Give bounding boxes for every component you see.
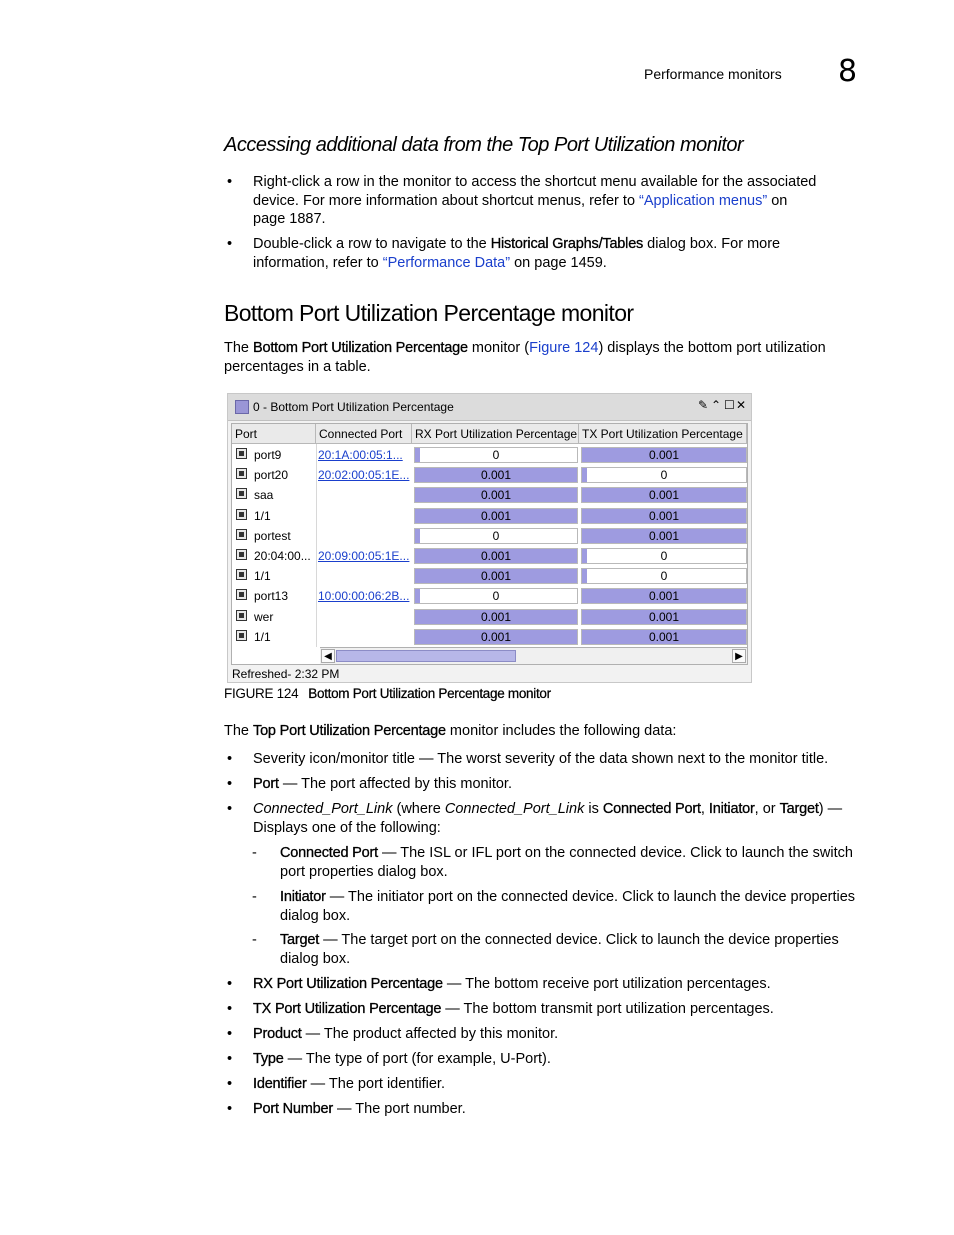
connected-port-cell[interactable] — [318, 627, 412, 647]
rx-utilization-bar — [414, 508, 578, 524]
port-cell — [232, 627, 316, 647]
paragraph-text: monitor includes the following data: — [445, 723, 677, 739]
close-icon[interactable]: ✕ — [736, 398, 747, 412]
port-name: 1/1 — [254, 508, 271, 523]
tx-utilization-bar — [581, 609, 747, 625]
table-row[interactable] — [232, 607, 747, 627]
table-row[interactable] — [232, 465, 747, 485]
running-header-title: Performance monitors — [644, 66, 782, 82]
table-row[interactable] — [232, 526, 747, 546]
tx-value: 0.001 — [648, 609, 680, 624]
item-text: dialog box. — [280, 907, 351, 924]
tx-utilization-bar — [581, 487, 747, 503]
ui-term: Target — [280, 932, 320, 948]
port-name: port20 — [254, 468, 289, 483]
connected-port-cell[interactable] — [318, 445, 412, 465]
paragraph-line: Right-click a row in the monitor to access the shortcut menu available for the associated — [253, 174, 817, 190]
tx-utilization-bar — [581, 629, 747, 645]
dash-marker: - — [252, 932, 257, 948]
dash-marker: - — [252, 889, 257, 905]
paragraph-text: The — [224, 340, 254, 356]
bullet-icon: • — [227, 976, 233, 992]
port-name: 1/1 — [254, 629, 271, 644]
bullet-icon: • — [227, 1001, 233, 1017]
paragraph-text: on — [767, 192, 788, 209]
port-cell — [232, 586, 316, 606]
scroll-thumb[interactable] — [336, 650, 516, 662]
port-icon — [236, 549, 247, 560]
tx-value: 0.001 — [648, 508, 680, 523]
bullet-icon: • — [227, 801, 233, 817]
item-text: Severity icon/monitor title — The worst severity of the data shown next to the monitor title. — [253, 751, 829, 767]
table-row[interactable] — [232, 627, 747, 647]
ui-term: Initiator — [708, 801, 755, 817]
figure-title: Bottom Port Utilization Percentage monitor — [308, 686, 551, 701]
ui-term: Type — [253, 1051, 284, 1067]
ui-term: Port — [253, 776, 279, 792]
column-header-connected-port[interactable]: Connected Port — [316, 424, 412, 444]
port-name: 1/1 — [254, 569, 271, 584]
rx-utilization-bar — [414, 629, 578, 645]
item-text: — The port number. — [333, 1101, 466, 1117]
tx-utilization-bar — [581, 467, 747, 483]
ui-term: Initiator — [280, 889, 326, 905]
ui-term: Connected Port — [602, 801, 701, 817]
section-heading-bottom-port: Bottom Port Utilization Percentage monitor — [224, 300, 634, 326]
item-text: — The target port on the connected device. Click to launch the device properties — [319, 932, 839, 948]
ui-term: Bottom Port Utilization Percentage — [253, 340, 468, 356]
bullet-icon: • — [227, 776, 233, 792]
column-header-tx[interactable]: TX Port Utilization Percentage — [579, 424, 747, 444]
connected-port-cell[interactable] — [318, 506, 412, 526]
term-italic: Connected_Port_Link — [253, 801, 393, 817]
rx-value: 0.001 — [480, 468, 512, 483]
port-name: port9 — [254, 448, 282, 462]
paragraph-line: page 1887. — [253, 211, 326, 227]
tx-value: 0.001 — [648, 448, 680, 462]
item-text: — The product affected by this monitor. — [301, 1026, 559, 1042]
port-icon — [236, 509, 247, 520]
rx-value: 0 — [492, 448, 500, 462]
monitor-widget — [227, 393, 752, 683]
rx-utilization-bar — [414, 487, 578, 503]
tx-value: 0 — [660, 569, 668, 584]
tx-utilization-bar — [581, 528, 747, 544]
port-cell — [232, 445, 316, 465]
port-icon — [236, 468, 247, 479]
rx-value: 0.001 — [480, 569, 512, 584]
port-name: 20:04:00... — [254, 549, 311, 563]
ui-term: Port Number — [253, 1101, 333, 1117]
monitor-title: 0 - Bottom Port Utilization Percentage — [253, 400, 454, 414]
paragraph-text: device. For more information about shortcut menus, refer to — [253, 192, 640, 209]
connected-port-link[interactable]: 20:09:00:05:1E... — [318, 549, 410, 563]
rx-value: 0.001 — [480, 488, 512, 503]
port-cell — [232, 485, 316, 505]
connected-port-link[interactable]: 10:00:00:06:2B... — [318, 589, 410, 604]
rx-value: 0.001 — [480, 549, 512, 563]
ui-term: TX Port Utilization Percentage — [253, 1001, 442, 1017]
rx-utilization-bar — [414, 528, 578, 544]
performance-data-link[interactable]: “Performance Data” — [382, 254, 511, 271]
tools-icon[interactable]: ✎ — [698, 398, 709, 412]
data-intro — [224, 722, 676, 741]
item-text: ) — — [818, 801, 843, 817]
port-cell — [232, 526, 316, 546]
port-icon — [236, 448, 247, 459]
scroll-left-icon[interactable]: ◀ — [321, 649, 335, 663]
tx-utilization-bar — [581, 588, 747, 604]
port-cell — [232, 506, 316, 526]
bullet-icon: • — [227, 1051, 233, 1067]
rx-utilization-bar — [414, 588, 578, 604]
port-name: port13 — [254, 589, 289, 604]
horizontal-scrollbar[interactable] — [320, 647, 747, 664]
item-text: is — [584, 801, 603, 817]
bullet-icon: • — [227, 1076, 233, 1092]
ui-term: Target — [779, 801, 819, 817]
ui-term: Connected Port — [280, 845, 378, 861]
bullet-icon: • — [227, 174, 233, 190]
paragraph-line: percentages in a table. — [224, 358, 371, 375]
ui-term: Top Port Utilization Percentage — [253, 723, 446, 739]
rx-value: 0.001 — [480, 508, 512, 523]
port-name: saa — [254, 488, 274, 503]
paragraph-text: The — [224, 723, 254, 739]
connected-port-cell[interactable] — [318, 546, 412, 566]
port-table — [231, 423, 748, 665]
tx-utilization-bar — [581, 508, 747, 524]
connected-port-cell[interactable] — [318, 526, 412, 546]
port-name: portest — [254, 528, 291, 543]
port-icon — [236, 488, 247, 499]
table-row[interactable] — [232, 546, 747, 566]
ui-term: Product — [253, 1026, 302, 1042]
ui-term: Identifier — [253, 1076, 307, 1092]
rx-value: 0.001 — [480, 629, 512, 644]
item-text: — The bottom receive port utilization percentages. — [442, 976, 771, 992]
bullet-icon: • — [227, 236, 233, 252]
item-text: , or — [754, 801, 780, 817]
term-italic: Connected_Port_Link — [444, 801, 585, 817]
item-text: (where — [392, 801, 445, 817]
item-text: dialog box. — [280, 950, 351, 967]
scroll-right-icon[interactable]: ▶ — [732, 649, 746, 663]
table-row[interactable] — [232, 566, 747, 586]
collapse-icon[interactable]: ⌃ — [711, 398, 722, 412]
port-icon — [236, 610, 247, 621]
item-text: — The initiator port on the connected device. Click to launch the device properties — [325, 889, 856, 905]
port-cell — [232, 546, 316, 566]
paragraph-text: on page 1459. — [510, 254, 607, 271]
port-cell — [232, 465, 316, 485]
bullet-icon: • — [227, 1026, 233, 1042]
bullet-icon: • — [227, 751, 233, 767]
connected-port-cell[interactable] — [318, 586, 412, 606]
intro-paragraph — [224, 339, 864, 376]
tx-value: 0.001 — [648, 629, 680, 644]
rx-utilization-bar — [414, 568, 578, 584]
tx-value: 0 — [660, 468, 668, 483]
figure-124-link[interactable]: Figure 124 — [529, 340, 599, 356]
dash-marker: - — [252, 845, 257, 861]
port-name: wer — [254, 609, 274, 624]
item-text: — The port identifier. — [306, 1076, 445, 1092]
tx-value: 0.001 — [648, 488, 680, 503]
ui-term: RX Port Utilization Percentage — [253, 976, 443, 992]
connected-port-cell[interactable] — [318, 566, 412, 586]
connected-port-cell[interactable] — [318, 607, 412, 627]
item-text: , — [700, 801, 709, 817]
tx-value: 0 — [660, 549, 668, 563]
paragraph-text: dialog box. For more — [643, 236, 781, 252]
item-text: Displays one of the following: — [253, 819, 441, 836]
tx-utilization-bar — [581, 447, 747, 463]
paragraph-text: monitor ( — [467, 340, 530, 356]
chapter-number: 8 — [838, 54, 858, 89]
column-header-rx[interactable]: RX Port Utilization Percentage — [412, 424, 579, 444]
connected-port-link[interactable]: 20:1A:00:05:1... — [318, 448, 403, 462]
rx-utilization-bar — [414, 447, 578, 463]
paragraph-text: information, refer to — [253, 254, 383, 271]
rx-value: 0.001 — [480, 609, 512, 624]
item-text: — The ISL or IFL port on the connected device. Click to launch the switch — [377, 845, 853, 861]
port-icon — [236, 630, 247, 641]
refreshed-timestamp: Refreshed- 2:32 PM — [232, 667, 340, 681]
column-header-port[interactable]: Port — [232, 424, 316, 444]
paragraph-text: ) displays the bottom port utilization — [598, 340, 826, 356]
ui-term: Historical Graphs/Tables — [490, 236, 644, 252]
table-row[interactable] — [232, 586, 747, 606]
table-row[interactable] — [232, 485, 747, 505]
item-text: — The type of port (for example, U-Port). — [283, 1051, 551, 1067]
item-text: — The bottom transmit port utilization percentages. — [441, 1001, 774, 1017]
connected-port-cell[interactable] — [318, 485, 412, 505]
tx-utilization-bar — [581, 548, 747, 564]
paragraph-text: Double-click a row to navigate to the — [253, 236, 491, 252]
section-heading-accessing-data: Accessing additional data from the Top Port Utilization monitor — [224, 134, 744, 156]
item-text: — The port affected by this monitor. — [278, 776, 512, 792]
application-menus-link[interactable]: “Application menus” — [639, 192, 768, 209]
item-text: port properties dialog box. — [280, 863, 448, 880]
port-icon — [236, 569, 247, 580]
monitor-titlebar[interactable] — [228, 394, 751, 421]
port-cell — [232, 607, 316, 627]
tx-utilization-bar — [581, 568, 747, 584]
tx-value: 0.001 — [648, 589, 680, 604]
port-icon — [236, 589, 247, 600]
restore-icon[interactable]: ☐ — [724, 398, 735, 412]
figure-caption — [224, 686, 551, 701]
figure-number: FIGURE 124 — [224, 686, 299, 701]
table-row[interactable] — [232, 445, 747, 465]
port-cell — [232, 566, 316, 586]
rx-value: 0 — [492, 528, 500, 543]
rx-utilization-bar — [414, 467, 578, 483]
rx-value: 0 — [492, 589, 500, 604]
table-row[interactable] — [232, 506, 747, 526]
bullet-icon: • — [227, 1101, 233, 1117]
connected-port-cell[interactable] — [318, 465, 412, 485]
severity-icon — [235, 400, 249, 414]
tx-value: 0.001 — [648, 528, 680, 543]
rx-utilization-bar — [414, 548, 578, 564]
rx-utilization-bar — [414, 609, 578, 625]
port-icon — [236, 529, 247, 540]
connected-port-link[interactable]: 20:02:00:05:1E... — [318, 468, 410, 483]
